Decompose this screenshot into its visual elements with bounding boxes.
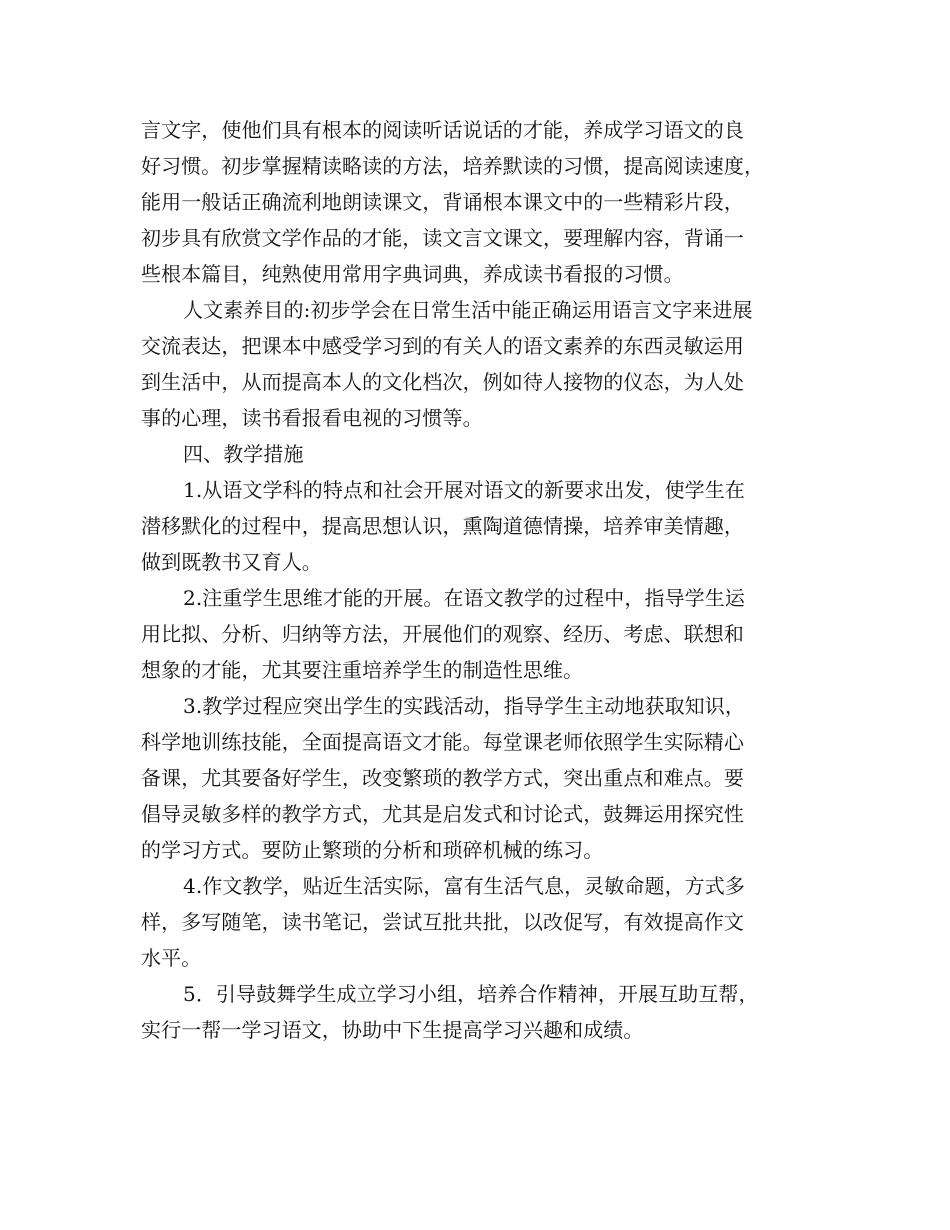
- text-line: 水平。: [141, 946, 202, 970]
- text-line: 科学地训练技能，全面提高语文才能。每堂课老师依照学生实际精心: [141, 730, 744, 754]
- text-line: 能用一般话正确流利地朗读课文，背诵根本课文中的一些精彩片段，: [141, 190, 744, 214]
- section-heading: 四、教学措施: [183, 442, 304, 466]
- text-line: 做到既教书又育人。: [141, 550, 322, 574]
- text-line: 到生活中，从而提高本人的文化档次，例如待人接物的仪态，为人处: [141, 370, 744, 394]
- paragraph-first-line: 2.注重学生思维才能的开展。在语文教学的过程中，指导学生运: [183, 586, 745, 610]
- paragraph-first-line: 3.教学过程应突出学生的实践活动，指导学生主动地获取知识，: [183, 694, 745, 718]
- text-line: 事的心理，读书看报看电视的习惯等。: [141, 406, 483, 430]
- text-line: 想象的才能，尤其要注重培养学生的制造性思维。: [141, 658, 584, 682]
- paragraph-first-line: 人文素养目的:初步学会在日常生活中能正确运用语言文字来进展: [183, 298, 753, 322]
- text-line: 样，多写随笔，读书笔记，尝试互批共批，以改促写，有效提高作文: [141, 910, 744, 934]
- text-line: 倡导灵敏多样的教学方式，尤其是启发式和讨论式，鼓舞运用探究性: [141, 802, 744, 826]
- paragraph-first-line: 1.从语文学科的特点和社会开展对语文的新要求出发，使学生在: [183, 478, 745, 502]
- text-line: 的学习方式。要防止繁琐的分析和琐碎机械的练习。: [141, 838, 604, 862]
- text-line: 用比拟、分析、归纳等方法，开展他们的观察、经历、考虑、联想和: [141, 622, 744, 646]
- text-line: 言文字，使他们具有根本的阅读听话说话的才能，养成学习语文的良: [141, 118, 744, 142]
- paragraph-first-line: 5．引导鼓舞学生成立学习小组，培养合作精神，开展互助互帮，: [183, 982, 759, 1006]
- text-line: 交流表达，把课本中感受学习到的有关人的语文素养的东西灵敏运用: [141, 334, 744, 358]
- text-line: 实行一帮一学习语文，协助中下生提高学习兴趣和成绩。: [141, 1018, 644, 1042]
- text-line: 备课，尤其要备好学生，改变繁琐的教学方式，突出重点和难点。要: [141, 766, 744, 790]
- text-line: 潜移默化的过程中，提高思想认识，熏陶道德情操，培养审美情趣，: [141, 514, 744, 538]
- paragraph-first-line: 4.作文教学，贴近生活实际，富有生活气息，灵敏命题，方式多: [183, 874, 745, 898]
- text-line: 好习惯。初步掌握精读略读的方法，培养默读的习惯，提高阅读速度，: [141, 154, 765, 178]
- document-body: [141, 112, 831, 1048]
- text-line: 些根本篇目，纯熟使用常用字典词典，养成读书看报的习惯。: [141, 262, 684, 286]
- text-line: 初步具有欣赏文学作品的才能，读文言文课文，要理解内容，背诵一: [141, 226, 744, 250]
